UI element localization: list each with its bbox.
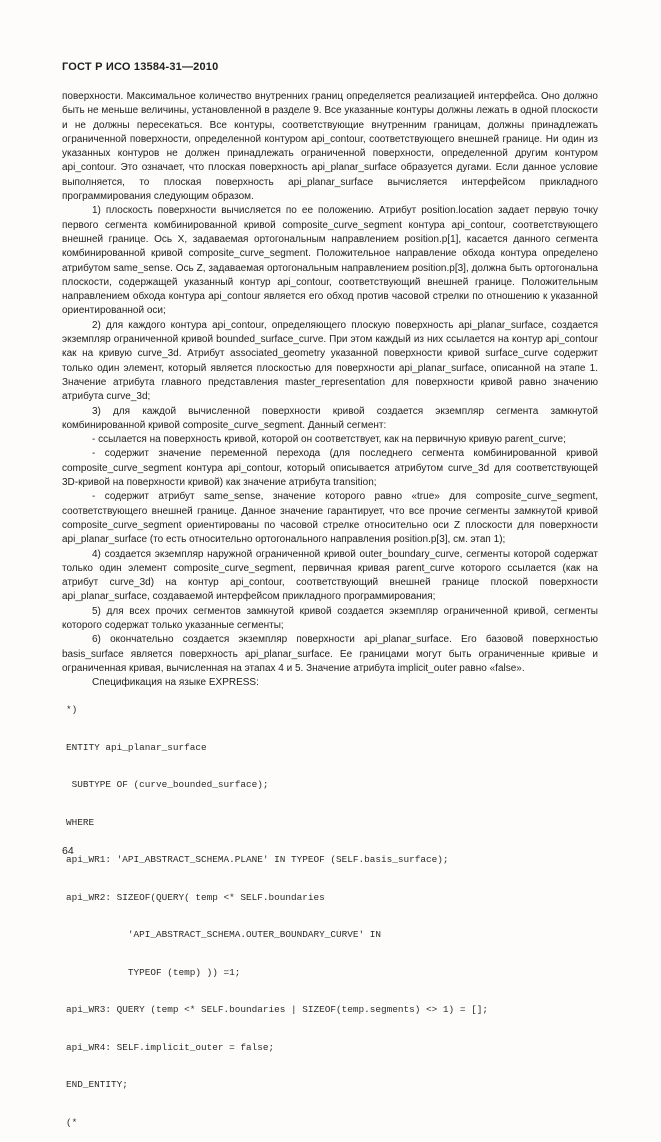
paragraph: 1) плоскость поверхности вычисляется по ее положению. Атрибут position.location задает первую точку первого сегмента комбинированной кривой composite_curve_segment контура api_contour, соответствующего внешней границе. Ось X, задаваемая ортогональным направлением position.p[1], касается данного сегмента комбинированной кривой composite_curve_segment. Положительное направление обхода контура определено атрибутом same_sense. Ось Z, задаваемая ортогональным направлением position.p[3], должна быть ортогональна плоскости, содержащей указанный контур api_contour, соответствующий внешней границе. Положительным направлением обхода контура api_contour является его обход против часовой стрелки по отношению к указанной ориентированной оси;	[62, 205, 598, 317]
express-code-block	[66, 679, 606, 1142]
code-line: *)	[66, 704, 78, 715]
code-line: api_WR4: SELF.implicit_outer = false;	[66, 1041, 275, 1053]
paragraph: 5) для всех прочих сегментов замкнутой кривой создается экземпляр ограниченной кривой, сегменты которого содержат только указанные сегменты;	[62, 605, 598, 631]
paragraph: поверхности. Максимальное количество внутренних границ определяется реализацией интерфейса. Оно должно быть не меньше величины, установленной в разделе 9. Все указанные контуры должны лежать в одной плоскости и не должны пересекаться. Все контуры, соответствующие внутренним границам, должны принадлежать ограниченной поверхности, определенной контуром api_contour, соответствующего внешней границе. Ни один из указанных контуров не должен принадлежать ограниченной поверхности, определенной другим контуром api_contour. Это означает, что плоская поверхность api_planar_surface образуется дугами. Если данное условие выполняется, то плоская поверхность api_planar_surface вычисляется интерфейсом прикладного программирования следующим образом.	[62, 91, 598, 203]
code-line: api_WR3: QUERY (temp <* SELF.boundaries | SIZEOF(temp.segments) <> 1) = [];	[66, 1004, 488, 1015]
code-line: END_ENTITY;	[66, 1079, 128, 1090]
code-line: TYPEOF (temp) )) =1;	[66, 966, 241, 978]
code-line: api_WR1: 'API_ABSTRACT_SCHEMA.PLANE' IN TYPEOF (SELF.basis_surface);	[66, 854, 449, 865]
spec-heading: Спецификация на языке EXPRESS:	[92, 677, 259, 689]
code-line: SUBTYPE OF (curve_bounded_surface);	[66, 779, 269, 790]
code-line: (*	[66, 1116, 78, 1128]
list-item: - содержит значение переменной перехода (для последнего сегмента комбинированной кривой composite_curve_segment контура api_contour, который описывается атрибутом curve_3d для соответствующей 3D-кривой на поверхности кривой) как значение атрибута transition;	[62, 448, 598, 489]
code-line: 'API_ABSTRACT_SCHEMA.OUTER_BOUNDARY_CURVE' IN	[66, 929, 382, 940]
page-number: 64	[62, 845, 74, 857]
paragraph: 2) для каждого контура api_contour, определяющего плоскую поверхность api_planar_surface, создается экземпляр ограниченной кривой bounded_surface_curve. При этом каждый из них ссылается на контур api_contour как на кривую curve_3d. Атрибут associated_geometry указанной поверхности кривой surface_curve содержит только один элемент, который является плоскостью для поверхности api_planar_surface, описанной на этапе 1. Значение атрибута главного представления master_representation для поверхности кривой равно значению атрибута curve_3d;	[62, 319, 598, 403]
list-item: - содержит атрибут same_sense, значение которого равно «true» для composite_curve_segment, соответствующего внешней границе. Данное значение гарантирует, что все прочие сегменты замкнутой кривой composite_curve_segment ориентированы по часовой стрелке относительно оси Z плоскости для поверхности api_planar_surface (то есть относительно ортогонального направления position.p[3], см. этап 1);	[62, 491, 598, 546]
paragraph: 3) для каждой вычисленной поверхности кривой создается экземпляр сегмента замкнутой комбинированной кривой composite_curve_segment. Данный сегмент:	[62, 405, 598, 431]
body-text	[62, 90, 598, 690]
code-line: WHERE	[66, 816, 95, 828]
document-header: ГОСТ Р ИСО 13584-31—2010	[62, 61, 219, 73]
paragraph: 6) окончательно создается экземпляр поверхности api_planar_surface. Его базовой поверхностью basis_surface является поверхность api_planar_surface. Ее границами могут быть ограниченные кривые и ограниченная кривая, вычисленная на этапах 4 и 5. Значение атрибута implicit_outer равно «false».	[62, 634, 598, 674]
list-item: - ссылается на поверхность кривой, которой он соответствует, как на первичную кривую parent_curve;	[92, 434, 566, 446]
code-line: ENTITY api_planar_surface	[66, 741, 207, 753]
code-line: api_WR2: SIZEOF(QUERY( temp <* SELF.boundaries	[66, 891, 325, 903]
paragraph: 4) создается экземпляр наружной ограниченной кривой outer_boundary_curve, сегменты которой содержат только один элемент composite_curve_segment, первичная кривая parent_curve которого ссылается (как на атрибут curve_3d) на контур api_contour, соответствующий внешней границе плоской поверхности api_planar_surface, создаваемой интерфейсом прикладного программирования;	[62, 548, 598, 603]
